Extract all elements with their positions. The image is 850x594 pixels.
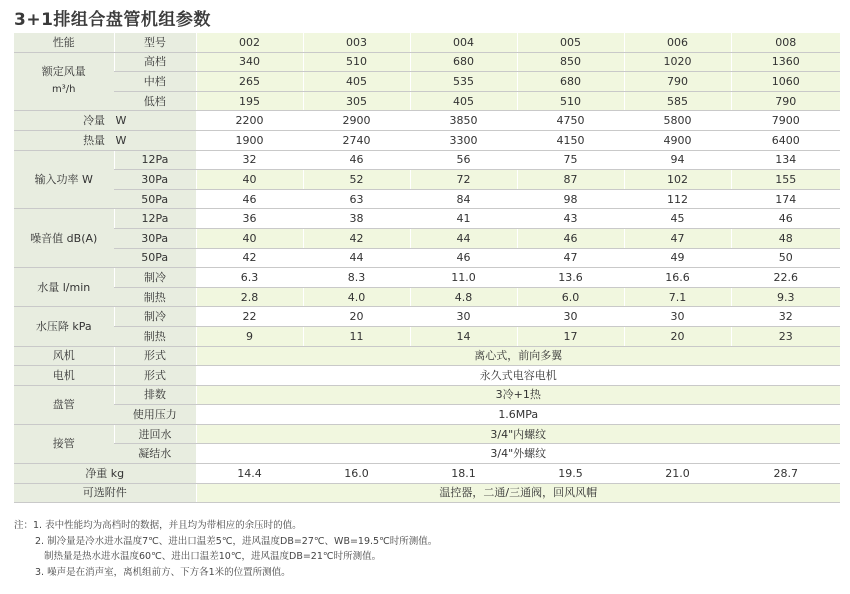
value-cell: 44 (410, 228, 517, 248)
value-cell: 155 (731, 170, 840, 190)
value-cell: 43 (517, 209, 624, 229)
airflow-label (14, 52, 114, 111)
noise-row (14, 209, 840, 229)
value-cell: 28.7 (731, 464, 840, 484)
note-1: 注：1. 表中性能均为高档时的数据，并且均为带相应的余压时的值。 (14, 520, 302, 531)
value-cell: 22.6 (731, 268, 840, 288)
coil-value: 3冷+1热 (196, 385, 840, 405)
accessories-row (14, 483, 840, 503)
value-cell: 6400 (731, 130, 840, 150)
value-cell: 21.0 (624, 464, 731, 484)
value-cell: 16.0 (303, 464, 410, 484)
power-label: 输入功率 W (14, 150, 114, 209)
value-cell: 3300 (410, 130, 517, 150)
value-cell: 46 (410, 248, 517, 268)
pipe-value: 3/4"内螺纹 (196, 424, 840, 444)
spec-table (14, 33, 840, 503)
value-cell: 30 (410, 307, 517, 327)
sub-label: 50Pa (114, 248, 196, 268)
coil-row (14, 385, 840, 405)
value-cell: 2.8 (196, 287, 303, 307)
pressure-row (14, 326, 840, 346)
value-cell: 1020 (624, 52, 731, 72)
value-cell: 6.0 (517, 287, 624, 307)
value-cell: 265 (196, 72, 303, 92)
water-row (14, 287, 840, 307)
value-cell: 75 (517, 150, 624, 170)
value-cell: 4150 (517, 130, 624, 150)
value-cell: 405 (303, 72, 410, 92)
value-cell: 3850 (410, 111, 517, 131)
accessories-label: 可选附件 (14, 483, 196, 503)
coil-row (14, 405, 840, 425)
value-cell: 46 (517, 228, 624, 248)
value-cell: 7.1 (624, 287, 731, 307)
pipe-value: 3/4"外螺纹 (196, 444, 840, 464)
sub-label: 制热 (114, 326, 196, 346)
sub-label: 30Pa (114, 228, 196, 248)
sub-label: 使用压力 (114, 405, 196, 425)
value-cell: 4900 (624, 130, 731, 150)
noise-row (14, 248, 840, 268)
noise-label: 噪音值 dB(A) (14, 209, 114, 268)
sub-label: 形式 (114, 346, 196, 366)
note-3: 3. 噪声是在消声室，离机组前方、下方各1米的位置所测值。 (35, 566, 291, 578)
value-cell: 32 (196, 150, 303, 170)
value-cell: 112 (624, 189, 731, 209)
value-cell: 9.3 (731, 287, 840, 307)
sub-label: 12Pa (114, 209, 196, 229)
water-row (14, 268, 840, 288)
cooling-row (14, 111, 840, 131)
sub-label: 形式 (114, 366, 196, 386)
value-cell: 30 (517, 307, 624, 327)
value-cell: 6.3 (196, 268, 303, 288)
sub-label: 30Pa (114, 170, 196, 190)
value-cell: 8.3 (303, 268, 410, 288)
model-header: 002 (196, 33, 303, 52)
value-cell: 40 (196, 170, 303, 190)
value-cell: 36 (196, 209, 303, 229)
sub-label: 排数 (114, 385, 196, 405)
airflow-row (14, 91, 840, 111)
value-cell: 2900 (303, 111, 410, 131)
sub-label: 制冷 (114, 268, 196, 288)
airflow-label-text: 额定风量 (41, 65, 86, 79)
value-cell: 1360 (731, 52, 840, 72)
value-cell: 790 (624, 72, 731, 92)
coil-value: 1.6MPa (196, 405, 840, 425)
value-cell: 87 (517, 170, 624, 190)
value-cell: 305 (303, 91, 410, 111)
value-cell: 1060 (731, 72, 840, 92)
model-header: 008 (731, 33, 840, 52)
coil-label: 盘管 (14, 385, 114, 424)
value-cell: 510 (517, 91, 624, 111)
page-title: 3+1排组合盘管机组参数 (14, 10, 211, 30)
note-2b: 制热量是热水进水温度60℃、进出口温差10℃，进风温度DB=21℃时所测值。 (44, 551, 382, 562)
sub-label: 低档 (114, 91, 196, 111)
value-cell: 49 (624, 248, 731, 268)
power-row (14, 170, 840, 190)
value-cell: 98 (517, 189, 624, 209)
value-cell: 52 (303, 170, 410, 190)
header-model: 型号 (114, 33, 196, 52)
value-cell: 195 (196, 91, 303, 111)
value-cell: 9 (196, 326, 303, 346)
value-cell: 4.0 (303, 287, 410, 307)
value-cell: 5800 (624, 111, 731, 131)
value-cell: 19.5 (517, 464, 624, 484)
value-cell: 790 (731, 91, 840, 111)
airflow-unit: m³/h (52, 84, 76, 96)
value-cell: 17 (517, 326, 624, 346)
pipe-row (14, 444, 840, 464)
sub-label: 制热 (114, 287, 196, 307)
heating-label: 热量 W (14, 130, 196, 150)
heating-row (14, 130, 840, 150)
value-cell: 94 (624, 150, 731, 170)
value-cell: 22 (196, 307, 303, 327)
motor-row (14, 366, 840, 386)
value-cell: 510 (303, 52, 410, 72)
value-cell: 63 (303, 189, 410, 209)
value-cell: 1900 (196, 130, 303, 150)
value-cell: 4.8 (410, 287, 517, 307)
sub-label: 50Pa (114, 189, 196, 209)
value-cell: 46 (731, 209, 840, 229)
sub-label: 制冷 (114, 307, 196, 327)
fan-row (14, 346, 840, 366)
value-cell: 174 (731, 189, 840, 209)
value-cell: 7900 (731, 111, 840, 131)
value-cell: 47 (624, 228, 731, 248)
water-label: 水量 l/min (14, 268, 114, 307)
value-cell: 680 (517, 72, 624, 92)
model-header: 006 (624, 33, 731, 52)
value-cell: 32 (731, 307, 840, 327)
value-cell: 48 (731, 228, 840, 248)
value-cell: 2200 (196, 111, 303, 131)
sub-label: 凝结水 (114, 444, 196, 464)
value-cell: 30 (624, 307, 731, 327)
note-2: 2. 制冷量是冷水进水温度7℃、进出口温差5℃，进风温度DB=27℃、WB=19.5℃时所测值。 (35, 535, 438, 547)
footnotes (14, 518, 437, 580)
value-cell: 42 (303, 228, 410, 248)
accessories-value: 温控器，二通/三通阀，回风风帽 (196, 483, 840, 503)
value-cell: 46 (303, 150, 410, 170)
value-cell: 134 (731, 150, 840, 170)
sub-label: 高档 (114, 52, 196, 72)
model-header: 005 (517, 33, 624, 52)
pipe-row (14, 424, 840, 444)
noise-row (14, 228, 840, 248)
value-cell: 680 (410, 52, 517, 72)
value-cell: 2740 (303, 130, 410, 150)
airflow-row (14, 52, 840, 72)
value-cell: 11 (303, 326, 410, 346)
cooling-label: 冷量 W (14, 111, 196, 131)
fan-label: 风机 (14, 346, 114, 366)
value-cell: 50 (731, 248, 840, 268)
sub-label: 进回水 (114, 424, 196, 444)
value-cell: 405 (410, 91, 517, 111)
power-row (14, 150, 840, 170)
value-cell: 13.6 (517, 268, 624, 288)
value-cell: 84 (410, 189, 517, 209)
value-cell: 20 (303, 307, 410, 327)
value-cell: 18.1 (410, 464, 517, 484)
pipe-label: 接管 (14, 424, 114, 463)
airflow-row (14, 72, 840, 92)
value-cell: 11.0 (410, 268, 517, 288)
header-row (14, 33, 840, 52)
value-cell: 340 (196, 52, 303, 72)
value-cell: 42 (196, 248, 303, 268)
value-cell: 41 (410, 209, 517, 229)
value-cell: 38 (303, 209, 410, 229)
value-cell: 72 (410, 170, 517, 190)
value-cell: 535 (410, 72, 517, 92)
value-cell: 102 (624, 170, 731, 190)
value-cell: 4750 (517, 111, 624, 131)
sub-label: 12Pa (114, 150, 196, 170)
value-cell: 46 (196, 189, 303, 209)
model-header: 003 (303, 33, 410, 52)
header-performance: 性能 (14, 33, 114, 52)
value-cell: 585 (624, 91, 731, 111)
pressure-label: 水压降 kPa (14, 307, 114, 346)
weight-label: 净重 kg (14, 464, 196, 484)
fan-value: 离心式，前向多翼 (196, 346, 840, 366)
value-cell: 40 (196, 228, 303, 248)
value-cell: 14 (410, 326, 517, 346)
value-cell: 850 (517, 52, 624, 72)
value-cell: 14.4 (196, 464, 303, 484)
sub-label: 中档 (114, 72, 196, 92)
model-header: 004 (410, 33, 517, 52)
power-row (14, 189, 840, 209)
weight-row (14, 464, 840, 484)
motor-value: 永久式电容电机 (196, 366, 840, 386)
value-cell: 44 (303, 248, 410, 268)
pressure-row (14, 307, 840, 327)
value-cell: 16.6 (624, 268, 731, 288)
motor-label: 电机 (14, 366, 114, 386)
value-cell: 45 (624, 209, 731, 229)
value-cell: 47 (517, 248, 624, 268)
value-cell: 20 (624, 326, 731, 346)
value-cell: 56 (410, 150, 517, 170)
value-cell: 23 (731, 326, 840, 346)
